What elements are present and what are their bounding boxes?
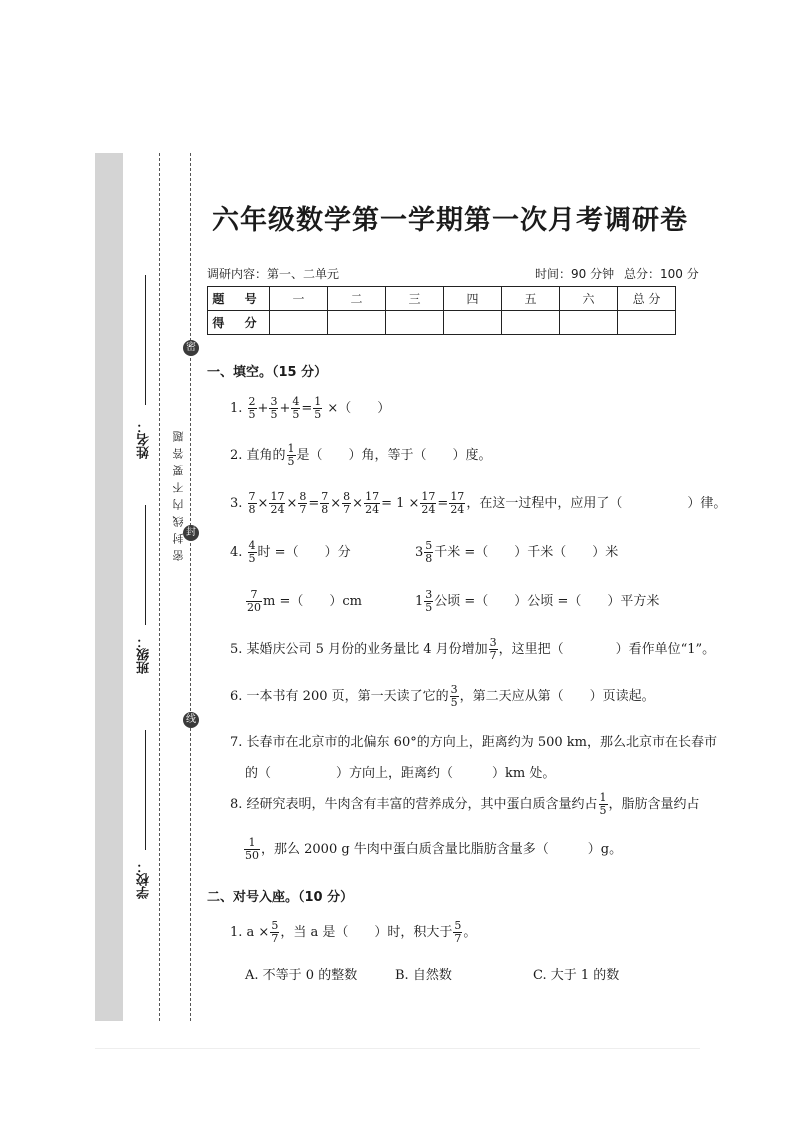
score-col-4: 四: [444, 287, 502, 311]
question-1-6: 6. 一本书有 200 页，第一天读了它的 $\frac{3}{5}$ ，第二天应从第（ ）页读起。: [230, 683, 655, 709]
page-bottom-divider: [95, 1048, 700, 1049]
fraction: $\frac{7}{20}$: [247, 588, 261, 614]
fraction: $\frac{1}{50}$: [245, 836, 259, 862]
score-table: [207, 286, 676, 335]
score-col-3: 三: [386, 287, 444, 311]
question-1-4a: 4. $\frac{4}{5}$ 时 =（ ）分: [230, 539, 351, 565]
option-b[interactable]: B. 自然数: [395, 968, 452, 983]
fraction: $\frac{8}{7}$: [343, 490, 351, 516]
class-blank[interactable]: [145, 505, 146, 625]
score-col-label: 题 号: [208, 287, 270, 311]
fraction: $\frac{5}{8}$: [425, 539, 433, 565]
section-2-heading: 二、对号入座。（10 分）: [207, 890, 354, 905]
score-table-header-row: [208, 287, 676, 311]
question-1-4b: 3 $\frac{5}{8}$ 千米 =（ ）千米（ ）米: [415, 539, 619, 565]
question-1-3: 3. $\frac{7}{8}$ × $\frac{17}{24}$ × $\frac{8}{7}$ = $\frac{7}{8}$ × $\frac{8}{7}$ × $\frac{17}{24}$ = 1 × $\frac{17}{24}$ = $\frac{17}{24}$ ，在这一过程中，应用了（ ）律。: [230, 490, 727, 516]
exam-scope: 调研内容：第一、二单元: [207, 267, 340, 281]
score-cell-3[interactable]: [386, 311, 444, 335]
fraction: $\frac{5}{7}$: [454, 919, 462, 945]
question-1-4d: 1 $\frac{3}{5}$ 公顷 =（ ）公顷 =（ ）平方米: [415, 588, 660, 614]
exam-title: 六年级数学第一学期第一次月考调研卷: [212, 205, 688, 236]
seal-mark-xian: 线: [183, 712, 199, 728]
fraction: $\frac{1}{5}$: [599, 791, 607, 817]
question-2-1: 1. a × $\frac{5}{7}$ ，当 a 是（ ）时，积大于 $\frac{5}{7}$ 。: [230, 919, 477, 945]
seal-dashed-line-inner: [190, 153, 191, 1021]
question-1-2: 2. 直角的 $\frac{1}{5}$ 是（ ）角，等于（ ）度。: [230, 442, 492, 468]
fraction: $\frac{17}{24}$: [270, 490, 285, 516]
binding-margin-strip: [95, 153, 123, 1021]
name-label: 姓名：: [137, 420, 152, 459]
seal-dashed-line-outer: [159, 153, 160, 1021]
score-cell-6[interactable]: [560, 311, 618, 335]
fraction: $\frac{4}{5}$: [292, 395, 300, 421]
fraction: $\frac{17}{24}$: [365, 490, 380, 516]
question-1-5: 5. 某婚庆公司 5 月份的业务量比 4 月份增加 $\frac{3}{7}$ ，这里把（ ）看作单位“1”。: [230, 636, 716, 662]
seal-mark-feng: 封: [183, 525, 199, 541]
fraction: $\frac{3}{5}$: [450, 683, 458, 709]
score-col-2: 二: [328, 287, 386, 311]
question-1-1: 1. $\frac{2}{5}$ + $\frac{3}{5}$ + $\frac{4}{5}$ = $\frac{1}{5}$ ×（ ）: [230, 395, 391, 421]
school-label: 学校：: [137, 860, 152, 899]
fraction: $\frac{2}{5}$: [248, 395, 256, 421]
exam-time: 时间：90 分钟: [535, 267, 615, 281]
fraction: $\frac{17}{24}$: [421, 490, 436, 516]
do-not-answer-notice: 密封线内不要答题: [172, 425, 185, 561]
fraction: $\frac{17}{24}$: [450, 490, 465, 516]
question-1-7-line-2: 的（ ）方向上，距离约（ ）km 处。: [245, 766, 556, 781]
score-col-total: 总 分: [618, 287, 676, 311]
score-cell-total[interactable]: [618, 311, 676, 335]
fraction: $\frac{3}{7}$: [489, 636, 497, 662]
fraction: $\frac{1}{5}$: [287, 442, 295, 468]
score-col-1: 一: [270, 287, 328, 311]
question-1-8-line-2: $\frac{1}{50}$ ，那么 2000 g 牛肉中蛋白质含量比脂肪含量多（ ）g。: [245, 836, 623, 862]
question-1-7-line-1: 7. 长春市在北京市的北偏东 60°的方向上，距离约为 500 km，那么北京市在长春市: [230, 735, 717, 750]
question-1-8-line-1: 8. 经研究表明，牛肉含有丰富的营养成分，其中蛋白质含量约占 $\frac{1}{5}$ ，脂肪含量约占: [230, 791, 700, 817]
score-cell-4[interactable]: [444, 311, 502, 335]
exam-total-score: 总分：100 分: [624, 267, 699, 281]
score-table-score-row: [208, 311, 676, 335]
score-cell-1[interactable]: [270, 311, 328, 335]
option-a[interactable]: A. 不等于 0 的整数: [245, 968, 358, 983]
question-1-4c: $\frac{7}{20}$ m =（ ）cm: [247, 588, 362, 614]
question-number: 1.: [230, 401, 243, 416]
score-cell-2[interactable]: [328, 311, 386, 335]
fraction: $\frac{7}{8}$: [248, 490, 256, 516]
score-col-6: 六: [560, 287, 618, 311]
score-row-label: 得 分: [208, 311, 270, 335]
school-blank[interactable]: [145, 730, 146, 850]
section-1-heading: 一、填空。（15 分）: [207, 365, 328, 380]
fraction: $\frac{7}{8}$: [321, 490, 329, 516]
fraction: $\frac{5}{7}$: [271, 919, 279, 945]
fraction: $\frac{8}{7}$: [299, 490, 307, 516]
fraction: $\frac{4}{5}$: [248, 539, 256, 565]
name-blank[interactable]: [145, 275, 146, 405]
score-cell-5[interactable]: [502, 311, 560, 335]
seal-mark-mi: 密: [183, 340, 199, 356]
answer-blank-text: ×（ ）: [327, 401, 391, 416]
fraction: $\frac{3}{5}$: [270, 395, 278, 421]
score-col-5: 五: [502, 287, 560, 311]
class-label: 班级：: [137, 635, 152, 674]
option-c[interactable]: C. 大于 1 的数: [533, 968, 620, 983]
fraction: $\frac{1}{5}$: [314, 395, 322, 421]
fraction: $\frac{3}{5}$: [425, 588, 433, 614]
